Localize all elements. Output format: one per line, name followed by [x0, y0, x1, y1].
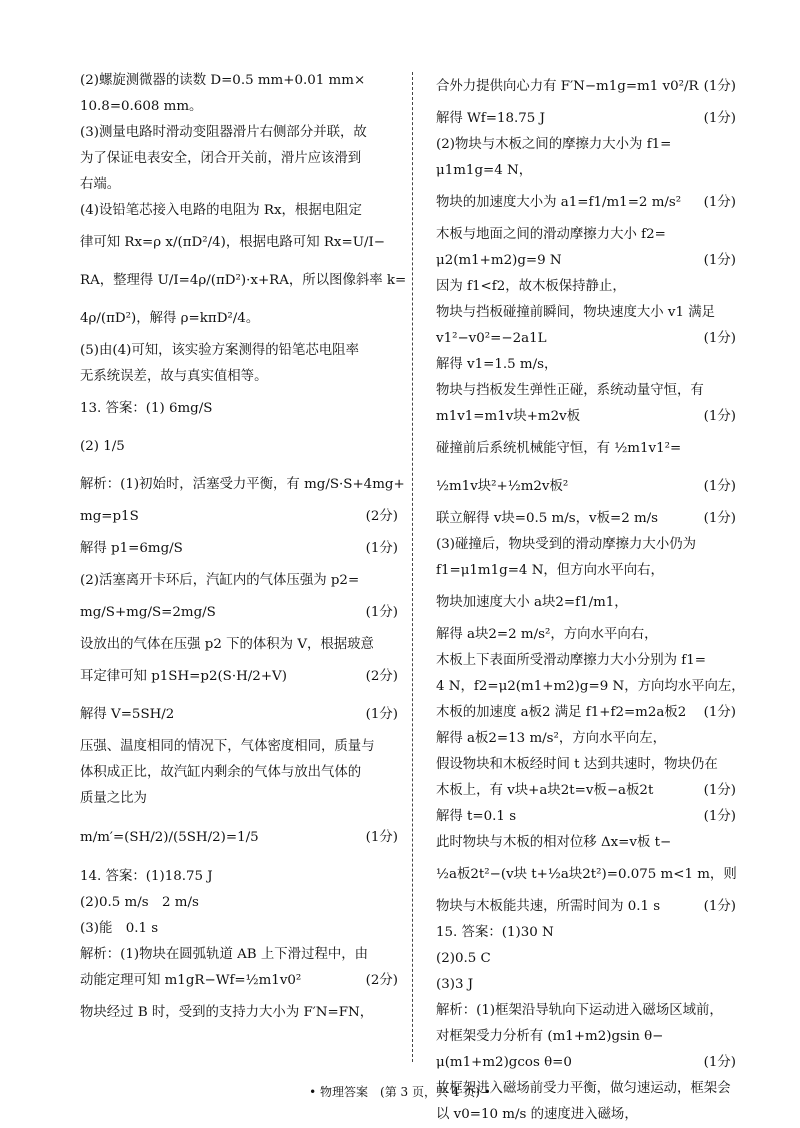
line-text: RA，整理得 U/I=4ρ/(πD²)·x+RA，所以图像斜率 k= [80, 273, 407, 288]
answer-line [80, 530, 398, 568]
answer-line [436, 184, 736, 222]
answer-line [80, 364, 398, 390]
line-text: 右端。 [80, 177, 121, 192]
answer-line [80, 120, 398, 146]
answer-line [436, 972, 736, 998]
score-mark: (1分) [703, 899, 736, 914]
answer-line [80, 94, 398, 120]
answer-line [80, 172, 398, 198]
line-text: (5)由(4)可知，该实验方案测得的铅笔芯电阻率 [80, 343, 359, 358]
line-text: 此时物块与木板的相对位移 Δx=v板 t− [436, 835, 672, 850]
answer-line [436, 274, 736, 300]
answer-line [80, 632, 398, 658]
answer-line [436, 998, 736, 1024]
score-mark: (1分) [703, 111, 736, 126]
line-text: 物块与挡板发生弹性正碰，系统动量守恒，有 [436, 383, 704, 398]
line-text: 木板的加速度 a板2 满足 f1+f2=m2a板2 [436, 705, 687, 720]
answer-line [80, 338, 398, 364]
line-text: 故框架进入磁场前受力平衡，做匀速运动，框架会 [436, 1081, 731, 1096]
answer-line [80, 812, 398, 864]
line-text: 木板上，有 v块+a块2t=v板−a板2t [436, 783, 654, 798]
line-text: 为了保证电表安全，闭合开关前，滑片应该滑到 [80, 151, 362, 166]
answer-line [436, 920, 736, 946]
line-text: 解得 v1=1.5 m/s， [436, 357, 558, 372]
line-text: μ(m1+m2)gcos θ=0 [436, 1055, 572, 1070]
answer-line [80, 942, 398, 968]
line-text: ½m1v块²+½m2v板² [436, 479, 569, 494]
line-text: 解得 p1=6mg/S [80, 541, 183, 556]
left-column [80, 68, 407, 1032]
line-text: 体积成正比，故汽缸内剩余的气体与放出气体的 [80, 765, 362, 780]
line-text: (3)碰撞后，物块受到的滑动摩擦力大小仍为 [436, 537, 696, 552]
answer-line [436, 622, 736, 648]
answer-line [80, 262, 407, 300]
answer-line [436, 506, 736, 532]
score-mark: (1分) [703, 705, 736, 720]
right-column [436, 68, 745, 1128]
line-text: 13. 答案：(1) 6mg/S [80, 401, 213, 416]
line-text: 物块与挡板碰撞前瞬间，物块速度大小 v1 满足 [436, 305, 716, 320]
answer-line [80, 198, 398, 224]
line-text: 因为 f1<f2，故木板保持静止， [436, 279, 626, 294]
line-text: 木板上下表面所受滑动摩擦力大小分别为 f1= [436, 653, 706, 668]
line-text: 压强、温度相同的情况下，气体密度相同，质量与 [80, 739, 375, 754]
score-mark: (1分) [703, 511, 736, 526]
answer-line [80, 428, 398, 466]
answer-line [80, 300, 398, 338]
answer-line [436, 778, 736, 804]
line-text: 4 N，f2=μ2(m1+m2)g=9 N，方向均水平向左， [436, 679, 745, 694]
line-text: μ2(m1+m2)g=9 N [436, 253, 562, 268]
line-text: (3)3 J [436, 977, 474, 992]
line-text: 物块与木板能共速，所需时间为 0.1 s [436, 899, 661, 914]
line-text: 4ρ/(πD²)，解得 ρ=kπD²/4。 [80, 311, 260, 326]
line-text: 物块加速度大小 a块2=f1/m1， [436, 595, 628, 610]
line-text: (2)0.5 C [436, 951, 491, 966]
score-mark: (1分) [365, 605, 398, 620]
answer-line [436, 1102, 736, 1128]
answer-line [80, 734, 398, 760]
answer-line [436, 726, 736, 752]
answer-line [80, 504, 398, 530]
answer-line [80, 864, 398, 890]
answer-line [436, 430, 736, 468]
answer-line [436, 378, 736, 404]
answer-line [436, 352, 736, 378]
answer-line [80, 968, 398, 994]
line-text: (3)测量电路时滑动变阻器滑片右侧部分并联，故 [80, 125, 367, 140]
answer-line [436, 326, 736, 352]
line-text: 木板与地面之间的滑动摩擦力大小 f2= [436, 227, 666, 242]
line-text: 解析：(1)框架沿导轨向下运动进入磁场区域前， [436, 1003, 723, 1018]
answer-line [80, 466, 405, 504]
answer-line [436, 300, 736, 326]
answer-line [436, 404, 736, 430]
answer-line [436, 674, 745, 700]
answer-line [80, 68, 398, 94]
answer-line [436, 648, 736, 674]
line-text: v1²−v0²=−2a1L [436, 331, 547, 346]
answer-line [80, 568, 398, 594]
line-text: 合外力提供向心力有 F′N−m1g=m1 v0²/R [436, 79, 699, 94]
line-text: 动能定理可知 m1gR−Wf=½m1v0² [80, 973, 302, 988]
line-text: 设放出的气体在压强 p2 下的体积为 V，根据玻意 [80, 637, 374, 652]
line-text: f1=μ1m1g=4 N，但方向水平向右， [436, 563, 664, 578]
answer-line [436, 856, 736, 894]
answer-line [436, 830, 736, 856]
line-text: (2) 1/5 [80, 439, 125, 454]
line-text: 以 v0=10 m/s 的速度进入磁场， [436, 1107, 638, 1122]
answer-line [436, 700, 736, 726]
line-text: 解析：(1)物块在圆弧轨道 AB 上下滑过程中，由 [80, 947, 369, 962]
answer-line [80, 224, 398, 262]
answer-line [80, 594, 398, 632]
line-text: 物块的加速度大小为 a1=f1/m1=2 m/s² [436, 195, 682, 210]
line-text: 14. 答案：(1)18.75 J [80, 869, 213, 884]
score-mark: (1分) [703, 195, 736, 210]
answer-line [80, 890, 398, 916]
line-text: mg=p1S [80, 509, 139, 524]
answer-line [436, 804, 736, 830]
line-text: 解得 V=5SH/2 [80, 707, 175, 722]
answer-line [80, 760, 398, 786]
line-text: 假设物块和木板经时间 t 达到共速时，物块仍在 [436, 757, 718, 772]
line-text: 碰撞前后系统机械能守恒，有 ½m1v1²= [436, 441, 682, 456]
answer-line [436, 752, 736, 778]
line-text: 解得 t=0.1 s [436, 809, 517, 824]
answer-line [436, 106, 736, 132]
line-text: 解析：(1)初始时，活塞受力平衡，有 mg/S·S+4mg+ [80, 477, 405, 492]
line-text: 对框架受力分析有 (m1+m2)gsin θ− [436, 1029, 664, 1044]
score-mark: (1分) [703, 783, 736, 798]
line-text: mg/S+mg/S=2mg/S [80, 605, 216, 620]
score-mark: (2分) [365, 669, 398, 684]
answer-line [436, 532, 736, 558]
score-mark: (1分) [703, 1055, 736, 1070]
score-mark: (1分) [703, 79, 736, 94]
answer-line [436, 558, 736, 584]
line-text: 15. 答案：(1)30 N [436, 925, 554, 940]
score-mark: (2分) [365, 973, 398, 988]
answer-line [80, 994, 398, 1032]
answer-line [80, 696, 398, 734]
score-mark: (1分) [703, 331, 736, 346]
answer-line [80, 146, 398, 172]
answer-line [436, 1024, 736, 1050]
line-text: ½a板2t²−(v块 t+½a块2t²)=0.075 m<1 m，则 [436, 867, 737, 882]
line-text: 无系统误差，故与真实值相等。 [80, 369, 268, 384]
answer-line [80, 658, 398, 696]
line-text: 律可知 Rx=ρ x/(πD²/4)，根据电路可知 Rx=U/I− [80, 235, 386, 250]
line-text: 解得 Wf=18.75 J [436, 111, 545, 126]
answer-line [436, 946, 736, 972]
line-text: 质量之比为 [80, 791, 147, 806]
column-divider [412, 72, 413, 1062]
answer-line [436, 132, 736, 158]
score-mark: (1分) [703, 479, 736, 494]
score-mark: (1分) [365, 830, 398, 845]
line-text: 耳定律可知 p1SH=p2(S·H/2+V) [80, 669, 287, 684]
line-text: (3)能 0.1 s [80, 921, 159, 936]
answer-line [436, 1050, 736, 1076]
line-text: m1v1=m1v块+m2v板 [436, 409, 581, 424]
page-footer: • 物理答案 (第 3 页，共 4 页) • [309, 1085, 491, 1099]
line-text: m/m′=(SH/2)/(5SH/2)=1/5 [80, 830, 259, 845]
score-mark: (1分) [703, 409, 736, 424]
line-text: 10.8=0.608 mm。 [80, 99, 203, 114]
line-text: (4)设铅笔芯接入电路的电阻为 Rx，根据电阻定 [80, 203, 362, 218]
line-text: 解得 a板2=13 m/s²，方向水平向左， [436, 731, 667, 746]
answer-line [436, 468, 736, 506]
line-text: (2)活塞离开卡环后，汽缸内的气体压强为 p2= [80, 573, 360, 588]
line-text: (2)0.5 m/s 2 m/s [80, 895, 199, 910]
score-mark: (1分) [703, 809, 736, 824]
answer-line [80, 390, 398, 428]
answer-line [80, 786, 398, 812]
score-mark: (1分) [703, 253, 736, 268]
answer-line [436, 222, 736, 248]
answer-line [436, 248, 736, 274]
score-mark: (2分) [365, 509, 398, 524]
score-mark: (1分) [365, 707, 398, 722]
answer-line [80, 916, 398, 942]
line-text: μ1m1g=4 N， [436, 163, 533, 178]
answer-line [436, 158, 736, 184]
line-text: 解得 a块2=2 m/s²，方向水平向右， [436, 627, 658, 642]
line-text: 联立解得 v块=0.5 m/s，v板=2 m/s [436, 511, 659, 526]
line-text: (2)物块与木板之间的摩擦力大小为 f1= [436, 137, 672, 152]
answer-line [436, 584, 736, 622]
line-text: 物块经过 B 时，受到的支持力大小为 F′N=FN， [80, 1005, 374, 1020]
answer-line [436, 68, 736, 106]
score-mark: (1分) [365, 541, 398, 556]
answer-line [436, 894, 736, 920]
line-text: (2)螺旋测微器的读数 D=0.5 mm+0.01 mm× [80, 73, 366, 88]
